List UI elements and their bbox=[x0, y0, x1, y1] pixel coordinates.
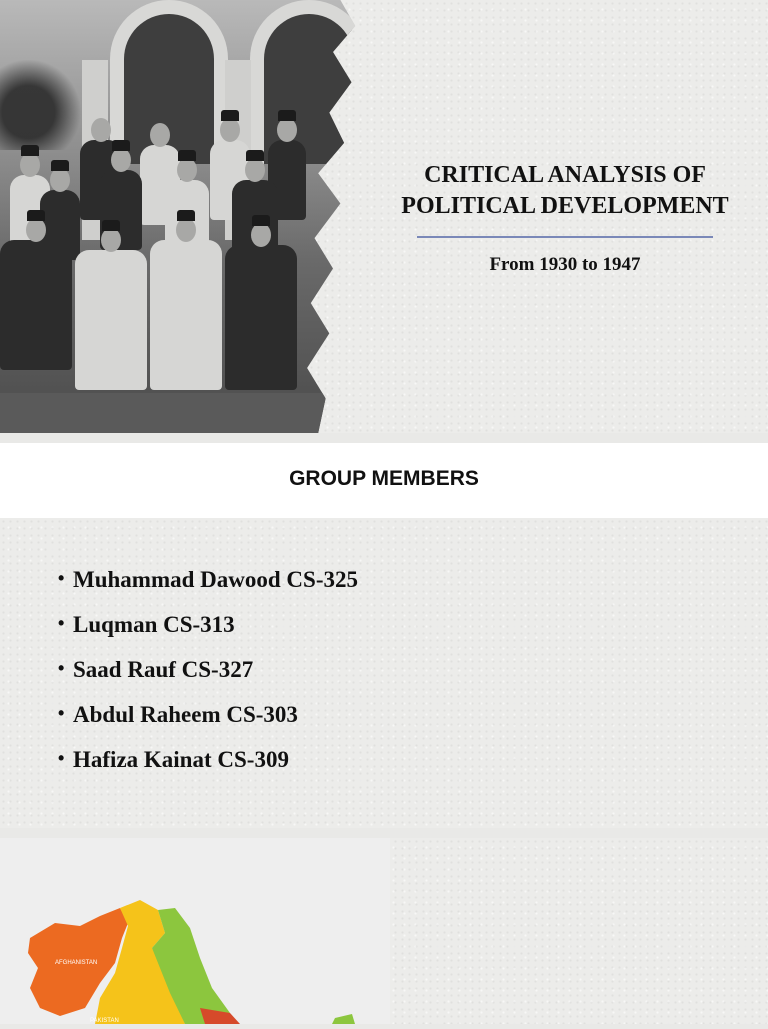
member-name: Muhammad Dawood CS-325 bbox=[73, 567, 358, 592]
person bbox=[150, 240, 222, 390]
bullet: • bbox=[58, 658, 65, 678]
slide-title-line2: POLITICAL DEVELOPMENT bbox=[401, 193, 729, 219]
person bbox=[225, 245, 297, 390]
member-name: Luqman CS-313 bbox=[73, 612, 235, 637]
list-item bbox=[58, 656, 358, 701]
list-item bbox=[58, 611, 358, 656]
floor bbox=[0, 393, 370, 433]
list-item bbox=[58, 566, 358, 611]
slide-heading: GROUP MEMBERS bbox=[289, 467, 479, 490]
historical-group-photo bbox=[0, 0, 370, 433]
title-slide bbox=[0, 0, 768, 433]
list-item bbox=[58, 746, 358, 791]
title-block bbox=[380, 160, 750, 276]
person bbox=[75, 250, 147, 390]
bullet: • bbox=[58, 703, 65, 723]
slide-title-line1: CRITICAL ANALYSIS OF bbox=[424, 162, 706, 188]
list-item bbox=[58, 701, 358, 746]
map-panel bbox=[0, 838, 390, 1024]
member-name: Abdul Raheem CS-303 bbox=[73, 702, 298, 727]
map-label-afghanistan: AFGHANISTAN bbox=[55, 960, 98, 966]
map-label-pakistan: PAKISTAN bbox=[90, 1018, 119, 1024]
member-name: Hafiza Kainat CS-309 bbox=[73, 747, 289, 772]
header-band bbox=[0, 443, 768, 518]
bullet: • bbox=[58, 748, 65, 768]
map-region-green-small bbox=[332, 1014, 355, 1024]
regional-map bbox=[0, 838, 390, 1024]
member-name: Saad Rauf CS-327 bbox=[73, 657, 254, 682]
group-members-slide bbox=[0, 443, 768, 828]
member-list bbox=[58, 566, 358, 791]
title-divider bbox=[417, 236, 713, 238]
content-band bbox=[0, 518, 768, 828]
slide-subtitle: From 1930 to 1947 bbox=[489, 254, 641, 275]
bullet: • bbox=[58, 613, 65, 633]
palm-plant bbox=[0, 55, 95, 150]
map-slide bbox=[0, 838, 768, 1024]
person bbox=[0, 240, 72, 370]
bullet: • bbox=[58, 568, 65, 588]
arch bbox=[250, 0, 368, 164]
